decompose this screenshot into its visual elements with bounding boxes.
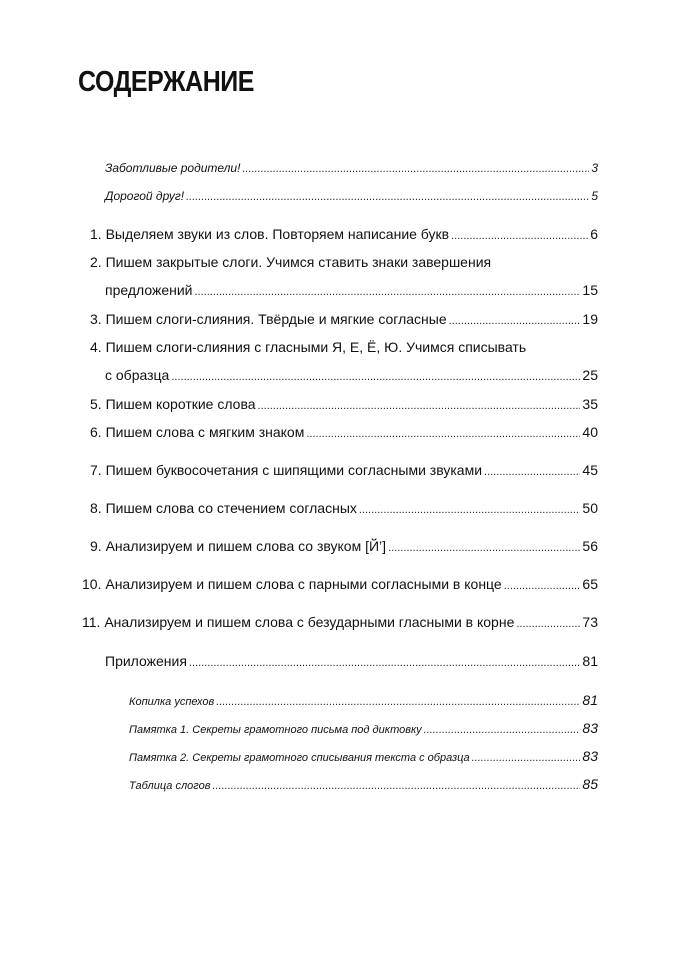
leader-dots <box>388 542 580 554</box>
toc-page-number: 45 <box>582 462 598 478</box>
toc-entry-9[interactable] <box>90 538 598 554</box>
leader-dots <box>516 618 580 630</box>
toc-page-number: 5 <box>591 189 598 203</box>
toc-page-number: 3 <box>591 161 598 175</box>
leader-dots <box>451 230 588 242</box>
leader-dots <box>306 428 580 440</box>
toc-entry-syllable-table[interactable] <box>129 776 598 792</box>
toc-entry-text: 9. Анализируем и пишем слова со звуком [Й’] <box>90 538 387 554</box>
toc-entry-11[interactable] <box>82 614 598 630</box>
toc-entry-8[interactable] <box>90 500 598 516</box>
toc-entry-text: Памятка 1. Секреты грамотного письма под диктовку <box>129 724 422 736</box>
toc-entry-5[interactable] <box>90 396 598 412</box>
toc-entry-4-line1[interactable]: 4. Пишем слоги-слияния с гласными Я, Е, Ё, Ю. Учимся списывать <box>90 339 527 355</box>
leader-dots <box>212 780 580 792</box>
leader-dots <box>258 400 581 412</box>
toc-page-number: 83 <box>582 748 598 764</box>
toc-page-number: 25 <box>582 367 598 383</box>
leader-dots <box>186 191 589 203</box>
toc-page-number: 81 <box>582 653 598 669</box>
toc-entry-text: 8. Пишем слова со стечением согласных <box>90 500 357 516</box>
toc-entry-text: Таблица слогов <box>129 780 211 792</box>
toc-entry-1[interactable] <box>90 226 598 242</box>
leader-dots <box>359 504 581 516</box>
toc-entry-text: 10. Анализируем и пишем слова с парными согласными в конце <box>82 576 502 592</box>
toc-entry-2[interactable] <box>105 282 598 298</box>
toc-page-number: 35 <box>582 396 598 412</box>
toc-entry-6[interactable] <box>90 424 598 440</box>
toc-page-number: 19 <box>582 311 598 327</box>
leader-dots <box>504 580 581 592</box>
toc-page-number: 56 <box>582 538 598 554</box>
leader-dots <box>216 696 580 708</box>
toc-entry-text: 7. Пишем буквосочетания с шипящими согласными звуками <box>90 462 483 478</box>
page-title: СОДЕРЖАНИЕ <box>78 66 255 98</box>
toc-entry-text: Дорогой друг! <box>105 189 185 203</box>
toc-entry-4[interactable] <box>105 367 598 383</box>
toc-entry-3[interactable] <box>90 311 598 327</box>
toc-entry-text: 5. Пишем короткие слова <box>90 396 256 412</box>
toc-entry-memo-2[interactable] <box>129 748 598 764</box>
toc-entry-dear-friend[interactable] <box>105 189 598 203</box>
toc-page-number: 6 <box>590 226 598 242</box>
toc-page-number: 83 <box>582 720 598 736</box>
leader-dots <box>195 286 581 298</box>
toc-entry-text: 6. Пишем слова с мягким знаком <box>90 424 305 440</box>
toc-page-number: 85 <box>582 776 598 792</box>
toc-entry-caring-parents[interactable] <box>105 161 598 175</box>
toc-entry-text: предложений <box>105 282 193 298</box>
leader-dots <box>449 315 581 327</box>
toc-page-number: 15 <box>582 282 598 298</box>
leader-dots <box>171 371 580 383</box>
toc-entry-text: Приложения <box>105 653 187 669</box>
leader-dots <box>484 466 580 478</box>
leader-dots <box>472 752 581 764</box>
toc-entry-10[interactable] <box>82 576 598 592</box>
toc-entry-2-line1[interactable]: 2. Пишем закрытые слоги. Учимся ставить знаки завершения <box>90 254 492 270</box>
toc-entry-text: 11. Анализируем и пишем слова с безударными гласными в корне <box>82 614 515 630</box>
toc-page-number: 50 <box>582 500 598 516</box>
leader-dots <box>242 163 589 175</box>
toc-entry-text: Копилка успехов <box>129 696 215 708</box>
toc-entry-text: 3. Пишем слоги-слияния. Твёрдые и мягкие согласные <box>90 311 447 327</box>
toc-page-number: 40 <box>582 424 598 440</box>
toc-entry-appendices[interactable] <box>105 653 598 669</box>
toc-entry-memo-1[interactable] <box>129 720 598 736</box>
toc-entry-text: с образца <box>105 367 170 383</box>
toc-page-number: 65 <box>582 576 598 592</box>
toc-entry-text: Памятка 2. Секреты грамотного списывания текста с образца <box>129 752 470 764</box>
toc-entry-7[interactable] <box>90 462 598 478</box>
toc-entry-text: 1. Выделяем звуки из слов. Повторяем написание букв <box>90 226 450 242</box>
leader-dots <box>189 657 581 669</box>
toc-page-number: 81 <box>582 692 598 708</box>
toc-entry-text: Заботливые родители! <box>105 161 241 175</box>
toc-page-number: 73 <box>582 614 598 630</box>
leader-dots <box>424 724 581 736</box>
toc-entry-success-box[interactable] <box>129 692 598 708</box>
